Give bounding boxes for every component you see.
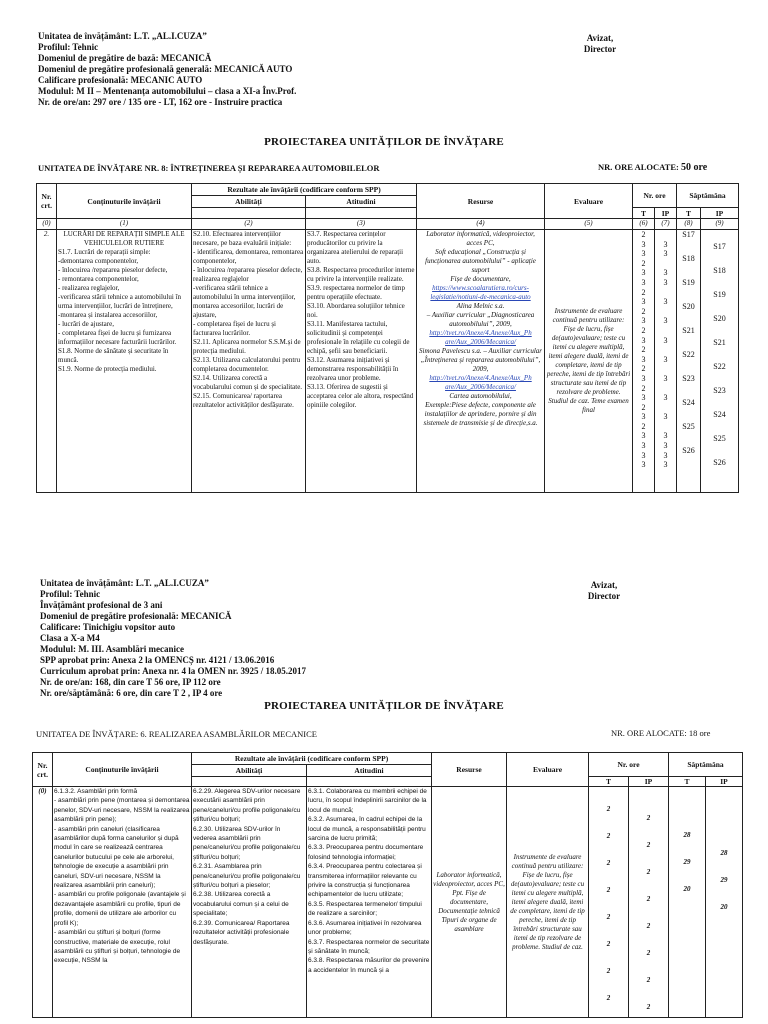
col-abilitati: Abilități: [192, 765, 307, 777]
week-label: S21: [713, 338, 726, 347]
header-line: Modulul: M II – Mentenanța automobilului – clasa a XI-a Înv.Prof.: [38, 86, 297, 96]
sapt-ip-cell: [701, 230, 739, 493]
director-label: Director: [587, 591, 621, 601]
week-label: S17: [713, 242, 726, 251]
col-evaluare: Evaluare: [545, 184, 633, 219]
hours-value: 3: [641, 249, 646, 259]
hours-value: 2: [606, 832, 611, 840]
atitudine-item: 6.3.3. Preocuparea pentru documentare folosind tehnologia informației;: [308, 844, 424, 861]
evaluare-cell: Instrumente de evaluare continuă pentru utilizare: Fișe de lucru, fișe de(auto)evaluare; teste cu itemi cu alegere multiplă, itemi alegere duală, itemi de completare, itemi de tip pereche, itemi de tip întrebări structurate sau itemi de tip rezolvare de probleme. Studiul de caz.: [507, 787, 589, 1018]
header-line: Nr. de ore/an: 168, din care T 56 ore, IP 112 ore: [40, 677, 221, 687]
week-label: 20: [683, 885, 691, 893]
week-label: S26: [682, 446, 695, 455]
hours-value: 3: [641, 441, 646, 451]
week-label: S19: [682, 278, 695, 287]
hours-value: 2: [641, 402, 646, 412]
hours-value: 2: [606, 805, 611, 813]
header-line: Profilul: Tehnic: [38, 42, 99, 52]
resource-item: Cartea automobilului,: [449, 392, 512, 400]
hours-value: [656, 326, 675, 336]
header-line: Modulul: M. III. Asamblări mecanice: [40, 644, 184, 654]
week-label: S19: [713, 290, 726, 299]
hours-value: 2: [641, 306, 646, 316]
content-line: - remontarea componentelor,: [58, 275, 139, 283]
week-label: S22: [682, 350, 695, 359]
hours-value: 2: [646, 949, 651, 957]
table-row: [37, 230, 739, 493]
doc2-header: [40, 578, 306, 699]
abilitate-item: 6.2.31. Asamblarea prin pene/caneluri/cu profile poligonale/cu știfturi/cu bolțuri a pieselor;: [193, 863, 301, 890]
abilitate-item: - identificarea, demontarea, remontarea componentelor,: [193, 248, 304, 265]
atitudine-item: S3.7. Respectarea cerințelor producătorilor cu privire la organizarea atelierului de reparații auto.: [307, 230, 404, 265]
hours-value: 3: [641, 239, 646, 249]
week-label: S24: [682, 398, 695, 407]
doc2-title: PROIECTAREA UNITĂȚILOR DE ÎNVĂȚARE: [264, 700, 504, 712]
header-line: Calificare profesională: MECANIC AUTO: [38, 75, 203, 85]
hours-value: 3: [663, 354, 668, 364]
col-evaluare: Evaluare: [507, 753, 589, 787]
resurse-cell: Laborator informatică, videoproiector, acces PC, Ppt. Fișe de documentare, Documentație tehnică Tipuri de organe de asamblare: [432, 787, 507, 1018]
hours-value: 2: [646, 976, 651, 984]
doc1-aviz: [568, 33, 632, 55]
col-nr-ore: Nr. ore: [589, 753, 669, 777]
atitudine-item: 6.3.8. Respectarea măsurilor de prevenire a accidentelor în muncă și a: [308, 957, 430, 974]
abilitate-item: S2.13. Utilizarea calculatorului pentru completarea documentelor.: [193, 356, 301, 373]
hours-value: 3: [663, 268, 668, 278]
atitudine-item: 6.3.4. Preocuparea pentru colectarea și transmiterea informațiilor relevante cu privire la construcția și funcționarea echipamentelor de lucru utilizate;: [308, 863, 422, 899]
atitudine-item: 6.3.6. Asumarea inițiativei în rezolvarea unor probleme;: [308, 919, 422, 937]
hours-value: [656, 259, 675, 269]
header-line: Curriculum aprobat prin: Anexa nr. 4 la OMEN nr. 3925 / 18.05.2017: [40, 666, 306, 676]
aviz-label: Avizat,: [586, 33, 614, 43]
header-line: Clasa a X-a M4: [40, 633, 100, 643]
hours-value: 3: [663, 373, 668, 383]
week-label: S23: [713, 386, 726, 395]
content-line: - completarea fișei de lucru și furnizarea informațiilor necesare facturării lucrărilor.: [58, 329, 177, 346]
hours-value: [656, 230, 675, 240]
row-nr: (0): [33, 787, 53, 1018]
col-saptamana: Săptămâna: [669, 753, 743, 777]
hours-value: 3: [663, 297, 668, 307]
hours-value: 3: [663, 412, 668, 422]
atitudine-item: 6.3.2. Asumarea, în cadrul echipei de la locul de muncă, a responsabilității pentru sarcina de lucru primită;: [308, 816, 426, 843]
atitudini-cell: [307, 787, 432, 1018]
abilitate-item: S2.15. Comunicarea/ raportarea rezultatelor activităților desfășurate.: [193, 392, 294, 409]
hours-value: 2: [641, 364, 646, 374]
ore-t-cell: [589, 787, 629, 1018]
hours-value: 3: [641, 268, 646, 278]
hours-value: 2: [646, 841, 651, 849]
atitudine-item: 6.3.7. Respectarea normelor de securitate și sănătate în muncă;: [308, 938, 430, 955]
hours-value: 3: [641, 431, 646, 441]
alloc-value: 50 ore: [680, 162, 708, 173]
week-label: 28: [720, 849, 728, 857]
hours-value: 3: [641, 277, 646, 287]
ore-ip-cell: [629, 787, 669, 1018]
hours-value: [656, 364, 675, 374]
hours-value: 3: [663, 249, 668, 259]
hours-value: 3: [663, 450, 668, 460]
resource-item: – Auxiliar curricular „Diagnosticarea automobilului”, 2009,: [426, 311, 535, 328]
hours-value: [656, 288, 675, 298]
col-continuturi: Conținuturile învățării: [57, 184, 192, 219]
hours-value: 2: [641, 421, 646, 431]
resource-item: Fișe de documentare,: [450, 275, 511, 283]
header-line: Nr. ore/săptămână: 6 ore, din care T 2 , IP 4 ore: [40, 688, 223, 698]
content-line: S1.8. Norme de sănătate și securitate în muncă.: [58, 347, 169, 364]
hours-value: 2: [606, 886, 611, 894]
doc2-table: [32, 752, 743, 1018]
col-ip2: IP: [706, 777, 743, 787]
hours-value: 2: [641, 287, 646, 297]
resource-link[interactable]: http://tvet.ro/Anexe/4.Anexe/Aux_Ph are/Aux_2006/Mecanica/: [429, 374, 532, 391]
week-label: S20: [682, 302, 695, 311]
col-saptamana: Săptămâna: [677, 184, 739, 208]
col-atitudini: Atitudini: [307, 765, 432, 777]
hours-value: 2: [641, 383, 646, 393]
column-number: (4): [417, 219, 545, 230]
hours-value: 2: [641, 325, 646, 335]
atitudine-item: S3.12. Asumarea inițiativei și demonstrarea responsabilității în rezolvarea unor probleme.: [307, 356, 399, 382]
column-number: (7): [655, 219, 677, 230]
hours-value: [656, 384, 675, 394]
resource-link[interactable]: https://www.scoalarutiera.ro/curs-legislatie/notiuni-de-mecanica-auto: [430, 284, 531, 301]
header-line: Domeniul de pregătire profesională: MECANICĂ: [40, 611, 232, 621]
week-label: 29: [683, 858, 691, 866]
atitudine-item: S3.9. respectarea normelor de timp pentru operațiile efectuate.: [307, 284, 405, 301]
abilitati-cell: [192, 787, 307, 1018]
abilitate-item: 6.2.38. Utilizarea corectă a vocabularului comun și a celui de specialitate;: [193, 891, 289, 918]
hours-value: 2: [646, 922, 651, 930]
abilitate-item: S2.14. Utilizarea corectă a vocabularului comun și de specialitate.: [193, 374, 303, 391]
hours-value: [656, 307, 675, 317]
hours-value: 2: [606, 859, 611, 867]
abilitate-item: 6.2.39. Comunicarea/ Raportarea rezultatelor activității profesionale desfășurate.: [193, 919, 290, 946]
column-number: (9): [701, 219, 739, 230]
col-nr-ore: Nr. ore: [633, 184, 677, 208]
hours-value: 3: [663, 431, 668, 441]
atitudine-item: 6.3.1. Colaborarea cu membrii echipei de lucru, în scopul îndeplinirii sarcinilor de la locul de muncă;: [308, 788, 427, 814]
hours-value: 3: [663, 441, 668, 451]
hours-value: 2: [606, 967, 611, 975]
doc2-alloc: [611, 728, 710, 738]
hours-value: [656, 345, 675, 355]
atitudine-item: S3.11. Manifestarea tactului, solicitudinii și competenței profesionale în relațiile cu colegii de echipă, șefii sau beneficiarii.: [307, 320, 410, 355]
hours-value: 3: [641, 460, 646, 470]
abilitate-item: 6.2.29. Alegerea SDV-urilor necesare executării asamblării prin pene/caneluri/cu profile poligonale/cu știfturi/cu bolțuri;: [193, 788, 301, 824]
atitudini-cell: [306, 230, 417, 493]
resource-item: Simona Pavelescu s.a. – Auxiliar curricular „Întreținerea și repararea automobilului”, 2009,: [419, 347, 542, 373]
content-line: - înlocuirea /repararea pieselor defecte,: [58, 266, 168, 274]
hours-value: 3: [641, 335, 646, 345]
col-ip: IP: [655, 208, 677, 219]
column-number: (3): [306, 219, 417, 230]
ore-ip-cell: [655, 230, 677, 493]
hours-value: 3: [663, 277, 668, 287]
col-resurse: Resurse: [432, 753, 507, 787]
hours-value: 2: [646, 868, 651, 876]
column-number: (0): [37, 219, 57, 230]
abilitate-item: - completarea fișei de lucru și facturarea lucrărilor.: [193, 320, 276, 337]
hours-value: 2: [641, 345, 646, 355]
content-line: S1.7. Lucrări de reparații simple:: [58, 248, 151, 256]
hours-value: 3: [663, 316, 668, 326]
week-label: S20: [713, 314, 726, 323]
sapt-ip-cell: [706, 787, 743, 1018]
week-label: S23: [682, 374, 695, 383]
atitudine-item: S3.13. Oferirea de sugestii și acceptarea celor ale altora, respectând opiniile colegilor.: [307, 383, 414, 409]
hours-value: [656, 422, 675, 432]
resource-item: Alina Melnic s.a.: [456, 302, 505, 310]
atitudine-item: S3.10. Abordarea soluțiilor tehnice noi.: [307, 302, 405, 319]
doc2-unit: UNITATEA DE ÎNVĂȚARE: 6. REALIZAREA ASAMBLĂRILOR MECANICE: [36, 729, 317, 739]
col-atitudini: Atitudini: [306, 196, 417, 208]
week-label: S22: [713, 362, 726, 371]
hours-value: 3: [641, 297, 646, 307]
hours-value: 2: [606, 913, 611, 921]
hours-value: 2: [606, 940, 611, 948]
column-numbers-row: [37, 219, 739, 230]
doc1-unit: UNITATEA DE ÎNVĂȚARE NR. 8: ÎNTREȚINEREA ȘI REPARAREA AUTOMOBILELOR: [38, 163, 380, 173]
header-line: Învățământ profesional de 3 ani: [40, 600, 163, 610]
week-label: S17: [682, 230, 695, 239]
hours-value: 2: [641, 230, 646, 239]
resource-item: Soft educațional „Construcția și funcționarea automobilului” - aplicație suport: [425, 248, 536, 274]
resource-item: Exemple:Piese defecte, componente ale instalațiilor de aprindere, pornire și din sistemele de transmisie și de direcție,s.a.: [423, 401, 538, 427]
hours-value: 3: [641, 316, 646, 326]
resurse-cell: [417, 230, 545, 493]
abilitate-item: S2.10. Efectuarea intervențiilor necesare, pe baza evaluării inițiale:: [193, 230, 292, 247]
column-number: (6): [633, 219, 655, 230]
header-line: Nr. de ore/an: 297 ore / 135 ore - LT, 162 ore - Instruire practica: [38, 97, 283, 107]
alloc-value: 18 ore: [688, 728, 711, 738]
content-line: - lucrări de ajustare,: [58, 320, 114, 328]
header-line: Unitatea de învățământ: L.T. „AL.I.CUZA”: [40, 578, 209, 588]
col-nr: Nr. crt.: [33, 753, 53, 787]
abilitati-cell: [192, 230, 306, 493]
week-label: 29: [720, 876, 728, 884]
content-cell: [57, 230, 192, 493]
week-label: S26: [713, 458, 726, 467]
resource-link[interactable]: http://tvet.ro/Anexe/4.Anexe/Aux_Ph are/Aux_2006/Mecanica/: [429, 329, 532, 346]
column-number: (1): [57, 219, 192, 230]
week-label: S18: [713, 266, 726, 275]
column-number: (2): [192, 219, 306, 230]
atitudine-item: 6.3.5. Respectarea termenelor/ timpului de realizare a sarcinilor;: [308, 900, 422, 918]
hours-value: 3: [641, 393, 646, 403]
content-line: - asamblări prin pene (montarea și demontarea penelor, SDV-uri necesare, NSSM la realizarea asamblării prin pene);: [54, 797, 190, 824]
hours-value: 2: [646, 1003, 651, 1011]
hours-value: 3: [641, 373, 646, 383]
hours-value: 3: [663, 460, 668, 470]
alloc-label: NR. ORE ALOCATE:: [598, 162, 679, 172]
week-label: 28: [683, 831, 691, 839]
hours-value: 2: [646, 814, 651, 822]
hours-value: 3: [663, 393, 668, 403]
col-t2: T: [669, 777, 706, 787]
doc1-alloc: [598, 162, 707, 173]
week-label: S21: [682, 326, 695, 335]
col-ip: IP: [629, 777, 669, 787]
week-label: S18: [682, 254, 695, 263]
hours-value: 3: [663, 335, 668, 345]
col-resurse: Resurse: [417, 184, 545, 219]
table-row: [33, 787, 743, 1018]
header-line: Calificare: Tinichigiu vopsitor auto: [40, 622, 176, 632]
col-rezultate: Rezultate ale învățării (codificare conform SPP): [192, 184, 417, 196]
hours-value: 2: [646, 895, 651, 903]
abilitate-item: - înlocuirea /repararea pieselor defecte, realizarea reglajelor: [193, 266, 303, 283]
hours-value: 3: [663, 239, 668, 249]
evaluare-cell: Instrumente de evaluare continuă pentru utilizare: Fișe de lucru, fișe de(auto)evaluare; teste cu itemi cu alegere multiplă, itemi alegere duală, itemi de completare, itemi de tip pereche, itemi de tip întrebări structurate sau itemi de tip rezolvare de probleme. Studiul de caz. Teme examen final: [545, 230, 633, 493]
sapt-t-cell: [677, 230, 701, 493]
content-line: 6.1.3.2. Asamblări prin formă: [54, 788, 138, 795]
week-label: S25: [713, 434, 726, 443]
director-label: Director: [583, 44, 617, 54]
content-line: - asamblări cu profile poligonale (avantajele și dezavantajele asamblării cu profile, tipuri de profile, domenii de utilizare ale arborilor cu profil K);: [54, 891, 186, 927]
content-cell: [53, 787, 192, 1018]
content-line: - asamblări prin caneluri (clasificarea asamblărilor după forma canelurilor și după modul în care se realizează centrarea canelurilor butucului pe cele ale arborelui, tehnologie de execuție a asamblării prin caneluri, SDV-uri necesare, NSSM la realizarea asamblării prin caneluri);: [54, 825, 179, 890]
hours-value: 3: [641, 450, 646, 460]
col-ip2: IP: [701, 208, 739, 219]
content-line: S1.9. Norme de protecția mediului.: [58, 365, 157, 373]
week-label: S24: [713, 410, 726, 419]
row-nr: 2.: [37, 230, 57, 493]
doc1-title: PROIECTAREA UNITĂȚILOR DE ÎNVĂȚARE: [264, 136, 504, 148]
col-abilitati: Abilități: [192, 196, 306, 208]
sapt-t-cell: [669, 787, 706, 1018]
header-line: SPP aprobat prin: Anexa 2 la OMENCȘ nr. 4121 / 13.06.2016: [40, 655, 275, 665]
resource-item: Laborator informatică, videoproiector, acces PC,: [426, 230, 535, 247]
column-number: (5): [545, 219, 633, 230]
doc1-table: [36, 183, 739, 493]
hours-value: 3: [641, 412, 646, 422]
col-rezultate: Rezultate ale învățării (codificare conform SPP): [192, 753, 432, 765]
abilitate-item: S2.11. Aplicarea normelor S.S.M.și de protecția mediului.: [193, 338, 301, 355]
col-t: T: [633, 208, 655, 219]
header-line: Profilul: Tehnic: [40, 589, 101, 599]
hours-value: 3: [641, 354, 646, 364]
content-line: - realizarea reglajelor,: [58, 284, 120, 292]
aviz-label: Avizat,: [590, 580, 618, 590]
week-label: 20: [720, 903, 728, 911]
header-line: Domeniul de pregătire de bază: MECANICĂ: [38, 53, 212, 63]
alloc-label: NR. ORE ALOCATE:: [611, 728, 687, 738]
col-t: T: [589, 777, 629, 787]
doc2-aviz: [572, 580, 636, 602]
ore-t-cell: [633, 230, 655, 493]
content-line: -verificarea stării tehnice a automobilului în urma intervențiilor, lucrări de întreținere,: [58, 293, 182, 310]
hours-value: [656, 403, 675, 413]
column-number: (8): [677, 219, 701, 230]
hours-value: 2: [606, 994, 611, 1002]
col-continuturi: Conținuturile învățării: [53, 753, 192, 787]
header-line: Unitatea de învățământ: L.T. „AL.I.CUZA”: [38, 31, 207, 41]
abilitate-item: 6.2.30. Utilizarea SDV-urilor în vederea asamblării prin pene/caneluri/cu profile poligonale/cu știfturi/cu bolțuri;: [193, 825, 301, 861]
header-line: Domeniul de pregătire profesională generală: MECANICĂ AUTO: [38, 64, 293, 74]
atitudine-item: S3.8. Respectarea procedurilor interne cu privire la intervențiile realizate.: [307, 266, 415, 283]
col-t2: T: [677, 208, 701, 219]
abilitate-item: -verificarea stării tehnice a automobilului în urma intervențiilor, montarea accesoriilor, lucrări de ajustare,: [193, 284, 296, 319]
content-line: LUCRĂRI DE REPARAȚII SIMPLE ALE VEHICULELOR RUTIERE: [63, 230, 185, 247]
col-nr: Nr. crt.: [37, 184, 57, 219]
hours-value: 2: [641, 258, 646, 268]
content-line: -demontarea componentelor,: [58, 257, 139, 265]
week-label: S25: [682, 422, 695, 431]
content-line: -montarea și instalarea accesoriilor,: [58, 311, 158, 319]
content-line: - asamblări cu știfturi și bolțuri (forme constructive, materiale de execuție, rolul asamblării cu știfturi și bolțuri, tehnologie de execuție, NSSM la: [54, 929, 181, 965]
doc1-header: [38, 31, 296, 108]
